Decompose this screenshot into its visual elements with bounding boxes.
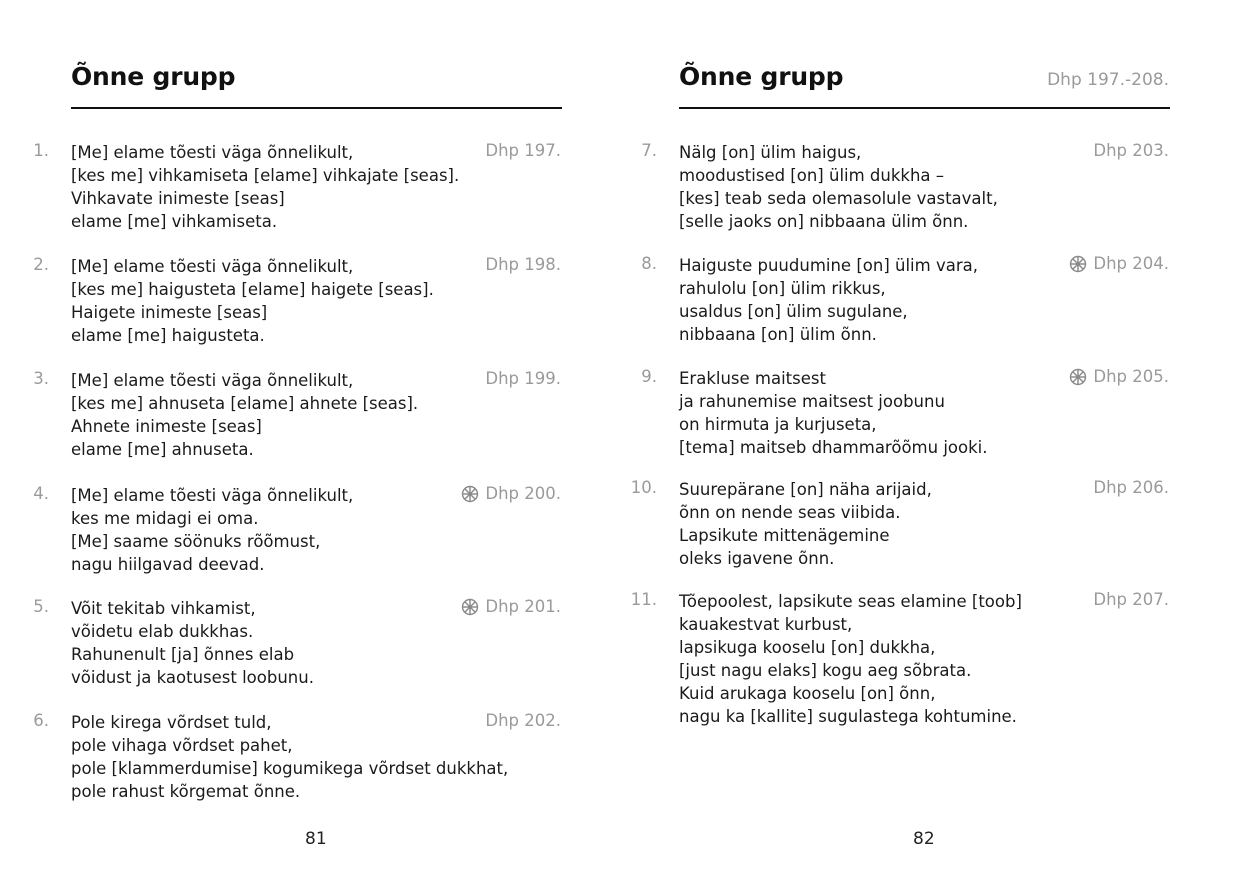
verse-line: Tõepoolest, lapsikute seas elamine [toob] <box>679 592 1022 611</box>
verse-line: Haiguste puudumine [on] ülim vara, <box>679 256 978 275</box>
dhammapada-reference <box>1069 367 1169 386</box>
verse-lines <box>679 254 978 346</box>
reference-label: Dhp 198. <box>485 255 561 274</box>
dhammapada-reference <box>485 255 561 274</box>
verse-line: [Me] elame tõesti väga õnnelikult, <box>71 143 354 162</box>
verse-line: võidetu elab dukkhas. <box>71 622 254 641</box>
reference-label: Dhp 197. <box>485 141 561 160</box>
reference-label: Dhp 199. <box>485 369 561 388</box>
verse-number: 11. <box>630 590 657 609</box>
verse-lines <box>71 711 508 803</box>
page-number: 82 <box>913 829 935 849</box>
dhammapada-reference <box>1069 254 1169 273</box>
verse-line: moodustised [on] ülim dukkha – <box>679 166 945 185</box>
dhammapada-reference <box>461 484 561 503</box>
right-page <box>620 0 1241 875</box>
verse-line: lapsikuga kooselu [on] dukkha, <box>679 638 936 657</box>
verse-line: Lapsikute mittenägemine <box>679 526 890 545</box>
verse-line: pole [klammerdumise] kogumikega võrdset dukkhat, <box>71 759 509 778</box>
reference-label: Dhp 201. <box>485 597 561 616</box>
verse-line: [Me] elame tõesti väga õnnelikult, <box>71 486 354 505</box>
verse-lines <box>71 484 353 576</box>
verse-line: Kuid arukaga kooselu [on] õnn, <box>679 684 936 703</box>
verse-line: [kes me] ahnuseta [elame] ahnete [seas]. <box>71 394 419 413</box>
dhammapada-reference <box>485 711 561 730</box>
verse-line: oleks igavene õnn. <box>679 549 835 568</box>
verse-lines <box>679 590 1022 728</box>
dhammapada-reference <box>1093 590 1169 609</box>
verse-line: [Me] saame söönuks rõõmust, <box>71 532 321 551</box>
verse-number: 9. <box>641 367 657 386</box>
page-title: Õnne grupp <box>679 62 844 91</box>
verse-line: [kes me] haigusteta [elame] haigete [seas]. <box>71 280 434 299</box>
verse-lines <box>71 255 434 347</box>
verse-lines <box>679 141 998 233</box>
verse-line: nagu hiilgavad deevad. <box>71 555 265 574</box>
verse-line: Haigete inimeste [seas] <box>71 303 268 322</box>
verse-number: 3. <box>33 369 49 388</box>
reference-label: Dhp 205. <box>1093 367 1169 386</box>
verse-line: õnn on nende seas viibida. <box>679 503 901 522</box>
verse-line: Suurepärane [on] näha arijaid, <box>679 480 932 499</box>
left-page <box>0 0 620 875</box>
verse-line: [Me] elame tõesti väga õnnelikult, <box>71 257 354 276</box>
verse-line: Nälg [on] ülim haigus, <box>679 143 862 162</box>
verse-line: Ahnete inimeste [seas] <box>71 417 262 436</box>
page-title: Õnne grupp <box>71 62 236 91</box>
dharma-wheel-icon <box>1069 255 1087 273</box>
verse-lines <box>71 597 314 689</box>
verse-lines <box>679 478 932 570</box>
dhammapada-reference <box>461 597 561 616</box>
verse-number: 4. <box>33 484 49 503</box>
verse-line: pole rahust kõrgemat õnne. <box>71 782 301 801</box>
dhammapada-reference <box>485 369 561 388</box>
verse-lines <box>71 141 459 233</box>
verse-line: Vihkavate inimeste [seas] <box>71 189 285 208</box>
verse-line: [kes] teab seda olemasolule vastavalt, <box>679 189 998 208</box>
reference-label: Dhp 202. <box>485 711 561 730</box>
page-number: 81 <box>305 829 327 849</box>
verse-number: 10. <box>630 478 657 497</box>
verse-line: elame [me] ahnuseta. <box>71 440 254 459</box>
verse-line: usaldus [on] ülim sugulane, <box>679 302 908 321</box>
verse-number: 7. <box>641 141 657 160</box>
verse-number: 5. <box>33 597 49 616</box>
dharma-wheel-icon <box>461 598 479 616</box>
verse-number: 2. <box>33 255 49 274</box>
verse-line: [kes me] vihkamiseta [elame] vihkajate [seas]. <box>71 166 460 185</box>
verse-line: Erakluse maitsest <box>679 369 826 388</box>
dharma-wheel-icon <box>1069 368 1087 386</box>
verse-line: nagu ka [kallite] sugulastega kohtumine. <box>679 707 1017 726</box>
verse-line: võidust ja kaotusest loobunu. <box>71 668 314 687</box>
verse-line: ja rahunemise maitsest joobunu <box>679 392 945 411</box>
verse-line: elame [me] haigusteta. <box>71 326 265 345</box>
verse-line: elame [me] vihkamiseta. <box>71 212 278 231</box>
verse-line: [tema] maitseb dhammarõõmu jooki. <box>679 438 988 457</box>
verse-line: nibbaana [on] ülim õnn. <box>679 325 877 344</box>
verse-number: 1. <box>33 141 49 160</box>
verse-number: 6. <box>33 711 49 730</box>
reference-label: Dhp 207. <box>1093 590 1169 609</box>
dhammapada-reference <box>1093 478 1169 497</box>
dhammapada-reference <box>1093 141 1169 160</box>
dharma-wheel-icon <box>461 485 479 503</box>
verse-line: rahulolu [on] ülim rikkus, <box>679 279 886 298</box>
reference-label: Dhp 204. <box>1093 254 1169 273</box>
verse-line: Võit tekitab vihkamist, <box>71 599 256 618</box>
title-rule <box>71 107 562 109</box>
reference-label: Dhp 200. <box>485 484 561 503</box>
verse-line: kauakestvat kurbust, <box>679 615 853 634</box>
verse-line: kes me midagi ei oma. <box>71 509 259 528</box>
verse-line: on hirmuta ja kurjuseta, <box>679 415 877 434</box>
verse-number: 8. <box>641 254 657 273</box>
verse-line: Pole kirega võrdset tuld, <box>71 713 272 732</box>
verse-line: [selle jaoks on] nibbaana ülim õnn. <box>679 212 969 231</box>
title-rule <box>679 107 1170 109</box>
reference-label: Dhp 206. <box>1093 478 1169 497</box>
dhammapada-reference <box>485 141 561 160</box>
verse-lines <box>679 367 987 459</box>
verse-line: [just nagu elaks] kogu aeg sõbrata. <box>679 661 972 680</box>
verse-lines <box>71 369 418 461</box>
verse-line: pole vihaga võrdset pahet, <box>71 736 293 755</box>
verse-line: [Me] elame tõesti väga õnnelikult, <box>71 371 354 390</box>
reference-label: Dhp 203. <box>1093 141 1169 160</box>
verse-range: Dhp 197.-208. <box>1047 70 1169 90</box>
verse-line: Rahunenult [ja] õnnes elab <box>71 645 295 664</box>
